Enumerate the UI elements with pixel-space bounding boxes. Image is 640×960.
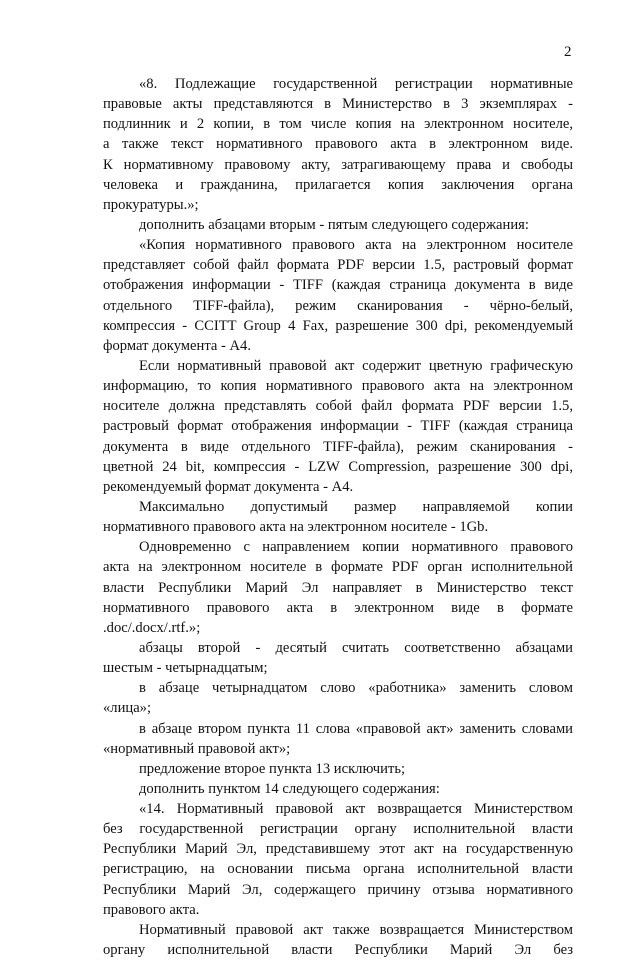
text-line: Максимально допустимый размер направляемой копии	[139, 498, 573, 515]
text-line: прокуратуры.»;	[103, 196, 199, 213]
text-line: Если нормативный правовой акт содержит цветную графическую	[139, 357, 573, 374]
text-line: «лица»;	[103, 700, 152, 717]
document-body	[103, 74, 573, 960]
text-line: .doc/.docx/.rtf.»;	[103, 619, 201, 636]
text-line: носителе должна представлять собой файл формата PDF версии 1.5,	[103, 398, 573, 415]
text-line: формат документа - А4.	[103, 337, 251, 354]
text-line: власти Республики Марий Эл направляет в Министерство текст	[103, 579, 573, 596]
text-line: акта на электронном носителе в формате PDF орган исполнительной	[103, 559, 573, 576]
text-line: нормативного правового акта в электронном виде в формате	[103, 599, 573, 616]
text-line: дополнить пунктом 14 следующего содержания:	[139, 780, 440, 797]
text-line: правовые акты представляются в Министерство в 3 экземплярах -	[103, 96, 573, 113]
text-line: информацию, то копия нормативного правового акта на электронном	[103, 378, 573, 395]
text-line: представляет собой файл формата PDF версии 1.5, растровый формат	[103, 257, 573, 274]
text-line: рекомендуемый формат документа - А4.	[103, 478, 354, 495]
text-line: документа в виде отдельного TIFF-файла), режим сканирования -	[103, 438, 573, 455]
text-line: без государственной регистрации органу исполнительной власти	[103, 821, 573, 838]
text-line: шестым - четырнадцатым;	[103, 660, 268, 677]
text-line: правового акта.	[103, 901, 200, 918]
text-line: отображения информации - TIFF (каждая страница документа в виде	[103, 277, 573, 294]
text-line: цветной 24 bit, компрессия - LZW Compression, разрешение 300 dpi,	[103, 458, 573, 475]
text-line: отдельного TIFF-файла), режим сканирования - чёрно-белый,	[103, 297, 573, 314]
text-line: предложение второе пункта 13 исключить;	[139, 760, 406, 777]
text-line: компрессия - CCITT Group 4 Fax, разрешение 300 dpi, рекомендуемый	[103, 317, 573, 334]
text-line: растровый формат отображения информации - TIFF (каждая страница	[103, 418, 573, 435]
text-line: «нормативный правовой акт»;	[103, 740, 291, 757]
text-line: Одновременно с направлением копии нормативного правового	[139, 539, 573, 556]
text-line: а также текст нормативного правового акта в электронном виде.	[103, 136, 573, 153]
text-line: «14. Нормативный правовой акт возвращается Министерством	[139, 801, 573, 818]
text-line: органу исполнительной власти Республики Марий Эл без	[103, 942, 573, 959]
text-line: нормативного правового акта на электронном носителе - 1Gb.	[103, 519, 489, 536]
text-line: человека и гражданина, прилагается копия заключения органа	[103, 176, 573, 193]
text-line: в абзаце четырнадцатом слово «работника» заменить словом	[139, 680, 573, 697]
text-line: дополнить абзацами вторым - пятым следующего содержания:	[139, 216, 529, 233]
text-line: Нормативный правовой акт также возвращается Министерством	[139, 921, 573, 938]
text-line: «Копия нормативного правового акта на электронном носителе	[139, 237, 573, 254]
text-line: абзацы второй - десятый считать соответственно абзацами	[139, 639, 573, 656]
text-line: в абзаце втором пункта 11 слова «правовой акт» заменить словами	[139, 720, 573, 737]
text-line: подлинник и 2 копии, в том числе копия на электронном носителе,	[103, 116, 573, 133]
text-line: Республики Марий Эл, представившему этот акт на государственную	[103, 841, 573, 858]
text-line: «8. Подлежащие государственной регистрации нормативные	[139, 76, 573, 92]
text-line: Республики Марий Эл, содержащего причину отзыва нормативного	[103, 881, 573, 898]
page-number: 2	[564, 44, 572, 60]
text-line: К нормативному правовому акту, затрагивающему права и свободы	[103, 156, 573, 173]
text-line: регистрацию, на основании письма органа исполнительной власти	[103, 861, 573, 878]
